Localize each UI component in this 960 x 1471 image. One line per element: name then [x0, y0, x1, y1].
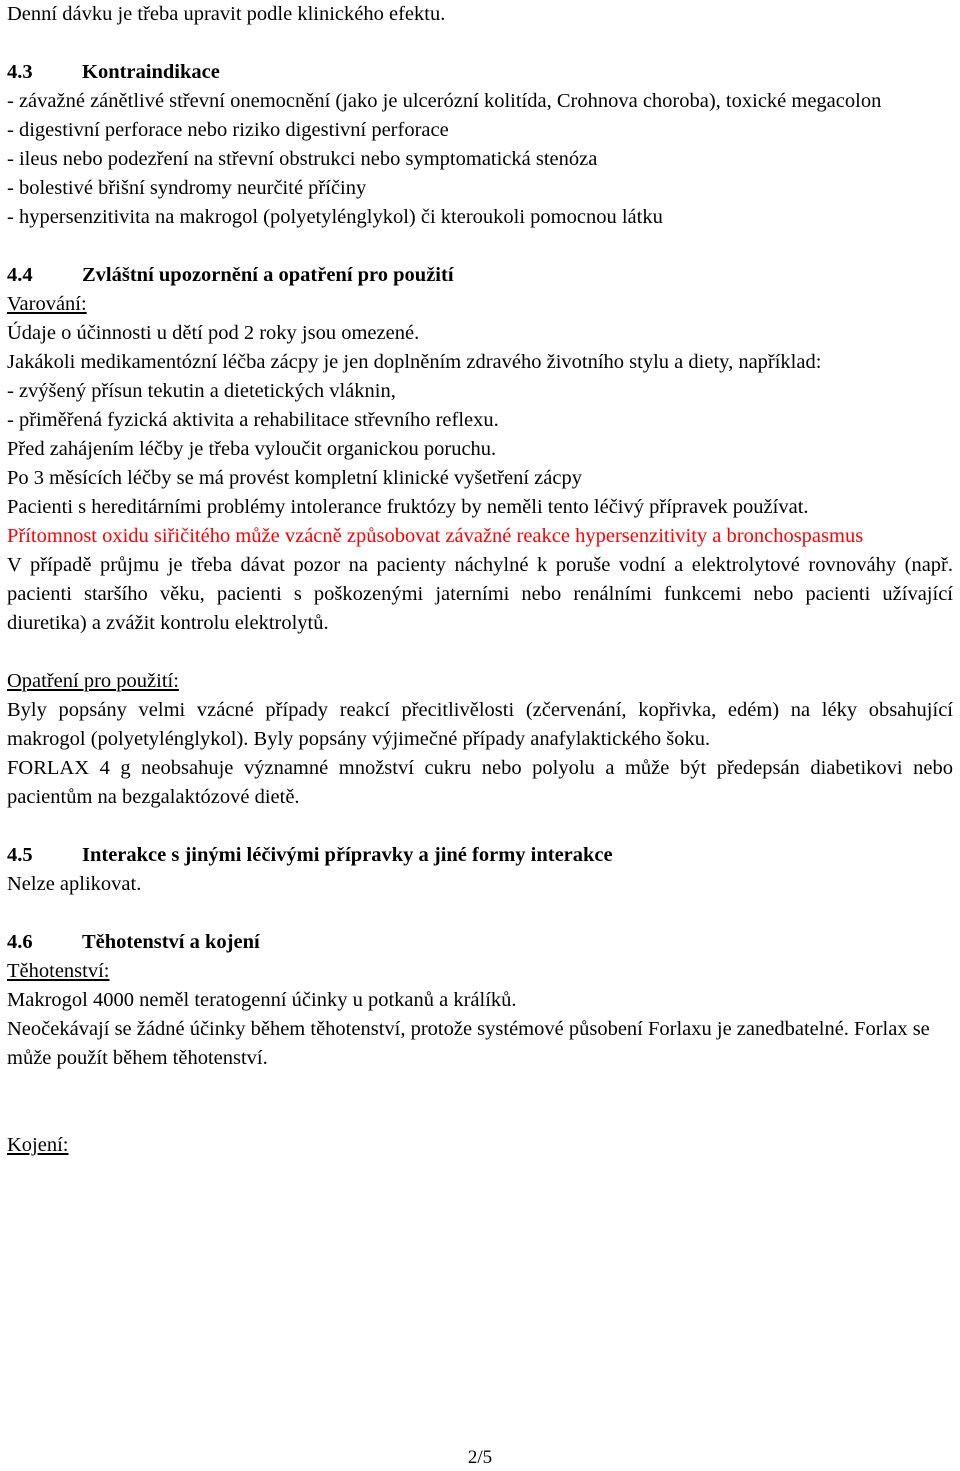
section-4-3-heading: 4.3 Kontraindikace	[7, 61, 220, 83]
paragraph: Před zahájením léčby je třeba vyloučit organickou poruchu.	[7, 438, 497, 460]
pregnancy-label: Těhotenství:	[7, 960, 110, 982]
paragraph: Po 3 měsících léčby se má provést kompletní klinické vyšetření zácpy	[7, 467, 582, 489]
paragraph: Pacienti s hereditárními problémy intolerance fruktózy by neměli tento léčivý přípravek používat.	[7, 496, 809, 518]
paragraph: Údaje o účinnosti u dětí pod 2 roky jsou omezené.	[7, 322, 420, 344]
section-4-5-heading: 4.5 Interakce s jinými léčivými přípravky a jiné formy interakce	[7, 844, 613, 866]
lactation-label: Kojení:	[7, 1134, 69, 1156]
precautions-label: Opatření pro použití:	[7, 670, 179, 692]
paragraph: Byly popsány velmi vzácné případy reakcí přecitlivělosti (zčervenání, kopřivka, edém) na léky obsahující makrogol (polyetylénglykol). Byly popsány výjimečné případy anafylaktického šoku.	[7, 699, 953, 750]
paragraph: Makrogol 4000 neměl teratogenní účinky u potkanů a králíků.	[7, 989, 517, 1011]
paragraph: V případě průjmu je třeba dávat pozor na pacienty náchylné k poruše vodní a elektrolytové rovnováhy (např. pacienti staršího věku, pacienti s poškozenými jaterními nebo renálními funkcemi nebo pacienti užívající diuretika) a zvážit kontrolu elektrolytů.	[7, 554, 953, 634]
paragraph: Nelze aplikovat.	[7, 873, 142, 895]
contraindication-item: - ileus nebo podezření na střevní obstrukci nebo symptomatická stenóza	[7, 148, 598, 170]
contraindication-item: - hypersenzitivita na makrogol (polyetylénglykol) či kteroukoli pomocnou látku	[7, 206, 663, 228]
paragraph: - zvýšený přísun tekutin a dietetických vláknin,	[7, 380, 396, 402]
section-4-4-heading: 4.4 Zvláštní upozornění a opatření pro použití	[7, 264, 454, 286]
paragraph: Jakákoli medikamentózní léčba zácpy je jen doplněním zdravého životního stylu a diety, například:	[7, 351, 822, 373]
intro-text: Denní dávku je třeba upravit podle klinického efektu.	[7, 3, 446, 25]
paragraph: FORLAX 4 g neobsahuje významné množství cukru nebo polyolu a může být předepsán diabetikovi nebo pacientům na bezgalaktózové dietě.	[7, 757, 953, 808]
paragraph: Neočekávají se žádné účinky během těhotenství, protože systémové působení Forlaxu je zanedbatelné. Forlax se může použít během těhotenství.	[7, 1018, 930, 1069]
paragraph: - přiměřená fyzická aktivita a rehabilitace střevního reflexu.	[7, 409, 499, 431]
contraindication-item: - digestivní perforace nebo riziko digestivní perforace	[7, 119, 449, 141]
section-4-6-heading: 4.6 Těhotenství a kojení	[7, 931, 260, 953]
contraindication-item: - závažné zánětlivé střevní onemocnění (jako je ulcerózní kolitída, Crohnova choroba), toxické megacolon	[7, 90, 882, 112]
warnings-label: Varování:	[7, 293, 87, 315]
contraindication-item: - bolestivé břišní syndromy neurčité příčiny	[7, 177, 367, 199]
document-page	[7, 0, 953, 1160]
page-number: 2/5	[467, 1447, 493, 1468]
sulfur-dioxide-warning: Přítomnost oxidu siřičitého může vzácně způsobovat závažné reakce hypersenzitivity a bronchospasmus	[7, 525, 864, 547]
